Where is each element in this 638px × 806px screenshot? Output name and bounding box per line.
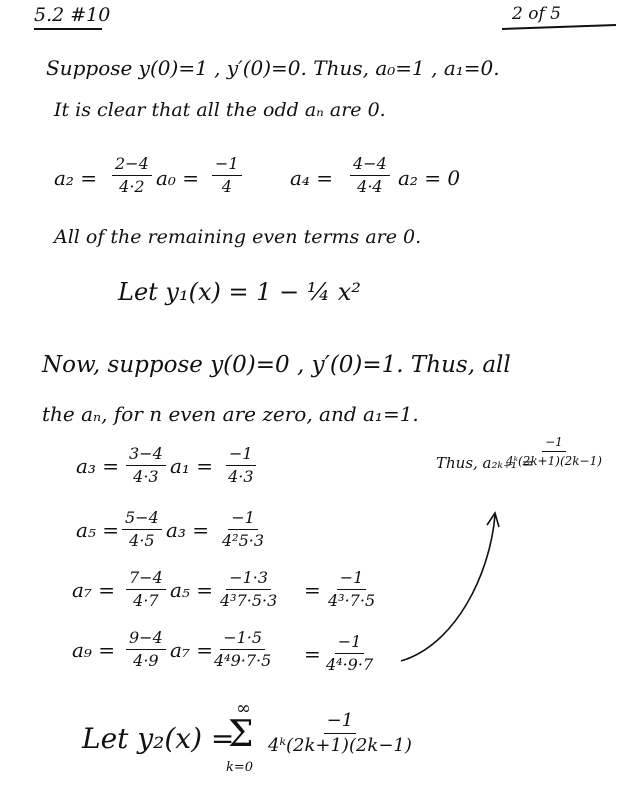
general-num: −1 <box>542 436 566 452</box>
general-label: Thus, a₂ₖ₊₁ = <box>436 454 535 472</box>
series-num: −1 <box>324 712 357 734</box>
a5-f1-den: 4·5 <box>129 531 155 550</box>
a2-f2-den: 4 <box>221 177 232 196</box>
a5-label: a₅ = <box>76 518 120 542</box>
series-den: 4ᵏ(2k+1)(2k−1) <box>268 735 412 756</box>
a5-coef: a₃ = <box>166 518 210 542</box>
a9-label: a₉ = <box>72 638 116 662</box>
a9-f2-den: 4⁴9·7·5 <box>214 651 272 670</box>
series-lower-limit: k=0 <box>226 760 254 775</box>
a9-coef: a₇ = <box>170 638 214 662</box>
a4-label: a₄ = <box>290 166 334 190</box>
pointer-arrow-icon <box>395 505 505 665</box>
a9-fraction-2 <box>214 630 271 669</box>
a3-coef: a₁ = <box>170 454 214 478</box>
a5-fraction-2 <box>222 510 264 549</box>
a5-f2-num: −1 <box>228 510 258 530</box>
a9-f3-den: 4⁴·9·7 <box>326 655 374 674</box>
series-upper-limit: ∞ <box>236 698 251 719</box>
a9-fraction-3 <box>326 634 373 673</box>
a5-f1-num: 5−4 <box>122 510 162 530</box>
a7-equals: = <box>304 578 321 602</box>
a4-f1-num: 4−4 <box>350 156 390 176</box>
a3-f2-den: 4·3 <box>228 467 254 486</box>
a9-f1-num: 9−4 <box>126 630 166 650</box>
section-label: 5.2 #10 <box>34 4 111 26</box>
a3-fraction-2 <box>226 446 256 485</box>
a3-f1-num: 3−4 <box>126 446 166 466</box>
line-initial-conditions-1: Suppose y(0)=1 , y′(0)=0. Thus, a₀=1 , a₁=0. <box>46 56 500 80</box>
a7-f1-den: 4·7 <box>133 591 159 610</box>
line-y1-definition: Let y₁(x) = 1 − ¼ x² <box>118 278 361 306</box>
a7-f2-num: −1·3 <box>226 570 271 590</box>
a3-f1-den: 4·3 <box>133 467 159 486</box>
line-even-terms-zero: the aₙ, for n even are zero, and a₁=1. <box>42 402 419 426</box>
a9-equals: = <box>304 642 321 666</box>
y2-label: Let y₂(x) = <box>82 722 235 755</box>
a4-f1-den: 4·4 <box>357 177 383 196</box>
a7-f3-den: 4³·7·5 <box>328 591 376 610</box>
a4-fraction-1 <box>350 156 390 195</box>
general-den: 4ᵏ(2k+1)(2k−1) <box>506 454 602 468</box>
a3-label: a₃ = <box>76 454 120 478</box>
a7-coef: a₅ = <box>170 578 214 602</box>
a7-fraction-1 <box>126 570 166 609</box>
section-underline <box>34 28 102 30</box>
a7-f3-num: −1 <box>337 570 367 590</box>
a9-f3-num: −1 <box>335 634 365 654</box>
a9-f1-den: 4·9 <box>133 651 159 670</box>
a7-label: a₇ = <box>72 578 116 602</box>
a2-coef: a₀ = <box>156 166 200 190</box>
a4-tail: a₂ = 0 <box>398 166 461 190</box>
a7-f2-den: 4³7·5·3 <box>220 591 278 610</box>
a2-fraction-2 <box>212 156 242 195</box>
line-initial-conditions-2: Now, suppose y(0)=0 , y′(0)=1. Thus, all <box>42 352 511 378</box>
a2-f1-num: 2−4 <box>112 156 152 176</box>
line-remaining-even-terms: All of the remaining even terms are 0. <box>54 226 422 248</box>
page-number: 2 of 5 <box>512 4 561 24</box>
a3-f2-num: −1 <box>226 446 256 466</box>
a2-label: a₂ = <box>54 166 98 190</box>
a2-f1-den: 4·2 <box>119 177 145 196</box>
a3-fraction-1 <box>126 446 166 485</box>
a5-f2-den: 4²5·3 <box>222 531 265 550</box>
a7-fraction-3 <box>328 570 375 609</box>
sigma-symbol: Σ <box>228 714 254 755</box>
line-odd-terms-zero: It is clear that all the odd aₙ are 0. <box>54 99 386 121</box>
a7-fraction-2 <box>220 570 277 609</box>
a9-fraction-1 <box>126 630 166 669</box>
series-fraction <box>268 712 412 755</box>
a5-fraction-1 <box>122 510 162 549</box>
a9-f2-num: −1·5 <box>220 630 265 650</box>
a7-f1-num: 7−4 <box>126 570 166 590</box>
general-fraction <box>506 436 602 467</box>
a2-fraction-1 <box>112 156 152 195</box>
page-underline <box>502 24 616 29</box>
a2-f2-num: −1 <box>212 156 242 176</box>
